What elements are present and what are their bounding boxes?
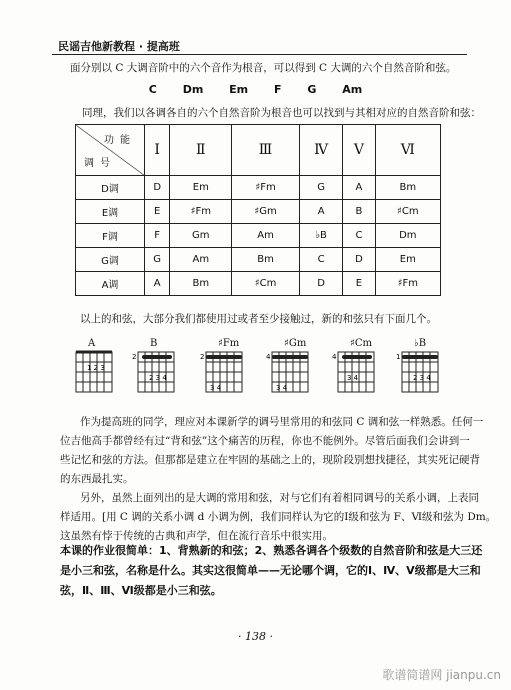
intro-paragraph: 面分别以 C 大调音阶中的六个音作为根音，可以得到 C 大调的六个自然音阶和弦。 bbox=[70, 62, 457, 74]
chord-cell: Bm bbox=[375, 176, 440, 200]
chord-cell: G bbox=[299, 176, 342, 200]
fretboard-icon bbox=[332, 348, 382, 398]
table-corner-header bbox=[76, 125, 145, 176]
chord-label: Dm bbox=[182, 83, 204, 96]
chord-cell: Bm bbox=[170, 272, 232, 296]
svg-text:1: 1 bbox=[396, 353, 401, 361]
homework-line: 弦，Ⅱ、Ⅲ、Ⅵ级都是小三和弦。 bbox=[60, 584, 222, 597]
row-key: D调 bbox=[76, 176, 145, 200]
fretboard-icon bbox=[396, 348, 446, 398]
chord-cell: G bbox=[145, 248, 170, 272]
site-watermark: 歌谱简谱网 jianpu.cn bbox=[382, 668, 501, 682]
chord-diagram bbox=[396, 338, 450, 398]
row-key: A调 bbox=[76, 272, 145, 296]
svg-text:1 2 3: 1 2 3 bbox=[87, 364, 105, 372]
svg-text:4: 4 bbox=[266, 353, 271, 361]
chord-cell: C bbox=[299, 248, 342, 272]
fretboard-icon bbox=[70, 348, 120, 398]
table-row bbox=[76, 200, 441, 224]
column-header: Ⅰ bbox=[145, 125, 170, 176]
row-key: F调 bbox=[76, 224, 145, 248]
table-intro-paragraph: 同理，我们以各调各自的六个自然音阶为根音也可以找到与其相对应的自然音阶和弦： bbox=[82, 107, 481, 119]
chord-cell: D bbox=[299, 272, 342, 296]
chord-cell: A bbox=[145, 272, 170, 296]
fretboard-icon bbox=[200, 348, 250, 398]
svg-text:2: 2 bbox=[200, 353, 205, 361]
running-header: 民谣吉他新教程 · 提高班 bbox=[58, 40, 180, 53]
chord-cell: B bbox=[343, 200, 375, 224]
chord-diagram bbox=[200, 338, 254, 398]
svg-text:2: 2 bbox=[132, 353, 137, 361]
chord-cell: Gm bbox=[170, 224, 232, 248]
table-row bbox=[76, 248, 441, 272]
c-major-chord-row bbox=[0, 83, 511, 96]
body-line: 作为提高班的同学，理应对本课新学的调号里常用的和弦同 C 调和弦一样熟悉。任何一 bbox=[80, 416, 484, 428]
corner-function-label: 功能 bbox=[104, 135, 136, 146]
svg-text:3 4: 3 4 bbox=[210, 384, 222, 392]
chord-cell: ♯Fm bbox=[375, 272, 440, 296]
body-line: 样适用。[用 C 调的关系小调 d 小调为例，我们同样认为它的Ⅰ级和弦为 F、Ⅵ级和弦为 Dm。 bbox=[60, 511, 497, 523]
column-header: Ⅳ bbox=[299, 125, 342, 176]
chord-diagram-label: ♯Fm bbox=[218, 338, 240, 349]
chord-diagram-label: B bbox=[150, 338, 158, 349]
body-line: 另外，虽然上面列出的是大调的常用和弦，对与它们有着相同调号的关系小调，上表同 bbox=[80, 492, 479, 504]
header-rule bbox=[52, 54, 467, 55]
chord-cell: ♯Fm bbox=[170, 200, 232, 224]
chord-label: Am bbox=[342, 83, 363, 96]
chord-cell: E bbox=[145, 200, 170, 224]
chord-cell: ♭B bbox=[299, 224, 342, 248]
table-row bbox=[76, 272, 441, 296]
chord-diagrams bbox=[70, 338, 450, 398]
chord-cell: D bbox=[145, 176, 170, 200]
chord-diagram-label: A bbox=[88, 338, 96, 349]
homework-line: 本课的作业很简单：1、背熟新的和弦；2、熟悉各调各个级数的自然音阶和弦是大三还 bbox=[60, 544, 483, 557]
chord-diagram bbox=[266, 338, 320, 398]
chord-cell: E bbox=[343, 272, 375, 296]
body-line: 这虽然有悖于传统的古典和声学，但在流行音乐中很实用。 bbox=[60, 530, 333, 542]
chord-cell: Dm bbox=[375, 224, 440, 248]
column-header: Ⅲ bbox=[232, 125, 300, 176]
homework-line: 是小三和弦，名称是什么。其实这很简单——无论哪个调，它的Ⅰ、Ⅳ、Ⅴ级都是大三和 bbox=[60, 564, 481, 577]
homework-paragraph bbox=[60, 541, 482, 601]
chord-diagram-label: ♯Cm bbox=[350, 338, 372, 349]
chord-cell: Bm bbox=[232, 248, 300, 272]
chord-diagram-label: ♯Gm bbox=[284, 338, 307, 349]
new-chords-paragraph: 以上的和弦，大部分我们都使用过或者至少接触过，新的和弦只有下面几个。 bbox=[80, 313, 437, 325]
column-header: Ⅱ bbox=[170, 125, 232, 176]
chord-cell: F bbox=[145, 224, 170, 248]
svg-text:2 3 4: 2 3 4 bbox=[149, 374, 167, 382]
chord-label: Em bbox=[229, 83, 249, 96]
row-key: E调 bbox=[76, 200, 145, 224]
table-row bbox=[76, 224, 441, 248]
chord-label: C bbox=[148, 83, 157, 96]
chord-cell: ♯Fm bbox=[232, 176, 300, 200]
chord-diagram bbox=[332, 338, 386, 398]
chord-cell: Em bbox=[375, 248, 440, 272]
chord-cell: Em bbox=[170, 176, 232, 200]
fretboard-icon bbox=[132, 348, 182, 398]
chord-diagram bbox=[70, 338, 124, 398]
page-number: · 138 · bbox=[238, 630, 273, 643]
chord-cell: ♯Cm bbox=[375, 200, 440, 224]
svg-text:4: 4 bbox=[332, 353, 337, 361]
chord-cell: Am bbox=[170, 248, 232, 272]
chord-label: F bbox=[273, 83, 282, 96]
corner-key-label: 调号 bbox=[84, 158, 116, 169]
fretboard-icon bbox=[266, 348, 316, 398]
chord-cell: ♯Cm bbox=[232, 272, 300, 296]
chord-diagram bbox=[132, 338, 186, 398]
table-row bbox=[76, 176, 441, 200]
chord-cell: A bbox=[343, 176, 375, 200]
body-line: 些记忆和弦的方法。但那都是建立在牢固的基础之上的，现阶段别想找捷径，其实死记硬背 bbox=[60, 454, 480, 466]
column-header: Ⅴ bbox=[343, 125, 375, 176]
chord-cell: A bbox=[299, 200, 342, 224]
chord-cell: Am bbox=[232, 224, 300, 248]
column-header: Ⅵ bbox=[375, 125, 440, 176]
svg-text:3 4: 3 4 bbox=[276, 384, 288, 392]
chord-cell: D bbox=[343, 248, 375, 272]
svg-text:3 4: 3 4 bbox=[347, 374, 359, 382]
chord-diagram-label: ♭B bbox=[414, 338, 427, 349]
chord-cell: C bbox=[343, 224, 375, 248]
chord-function-table bbox=[75, 124, 441, 296]
row-key: G调 bbox=[76, 248, 145, 272]
body-line: 位吉他高手都曾经有过“背和弦”这个痛苦的历程，你也不能例外。尽管后面我们会讲到一 bbox=[60, 435, 470, 447]
body-line: 的东西最扎实。 bbox=[60, 473, 134, 485]
chord-label: G bbox=[307, 83, 317, 96]
svg-text:2 3 4: 2 3 4 bbox=[413, 374, 431, 382]
chord-cell: ♯Gm bbox=[232, 200, 300, 224]
